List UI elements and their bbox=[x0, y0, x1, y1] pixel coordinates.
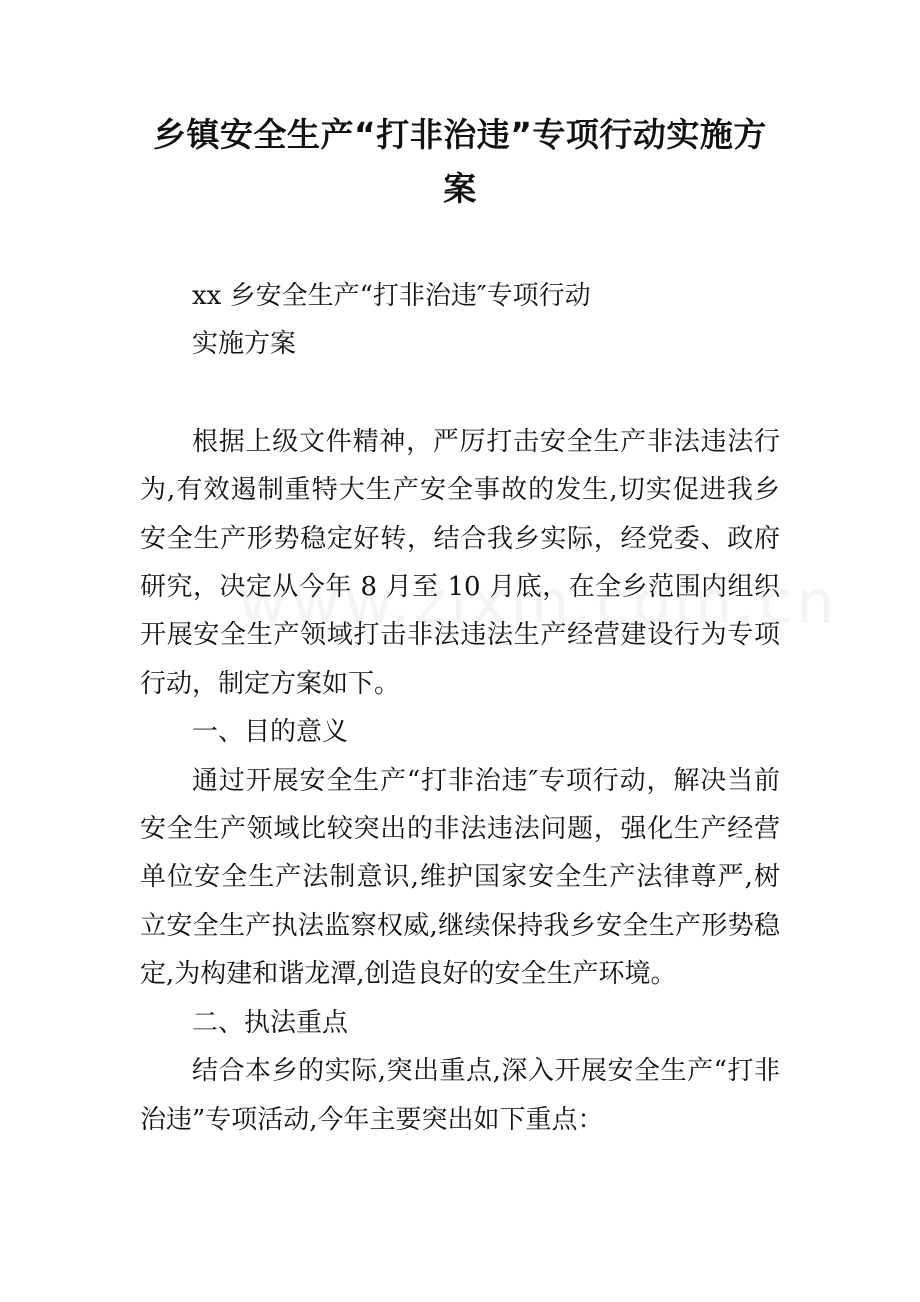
document-title: 乡镇安全生产“打非治违”专项行动实施方案 bbox=[153, 115, 767, 208]
subtitle-line-2: 实施方案 bbox=[192, 329, 297, 360]
intro-paragraph: 根据上级文件精神，严厉打击安全生产非法违法行为,有效遏制重特大生产安全事故的发生,切实促进我乡安全生产形势稳定好转，结合我乡实际，经党委、政府研究，决定从今年 8 月至 10 月底，在全乡范围内组织开展安全生产领域打击非法违法生产经营建设行为专项行动，制定方案如下。 bbox=[140, 426, 780, 699]
spacer bbox=[140, 369, 780, 418]
document-body bbox=[140, 272, 780, 1144]
section-heading-focus: 二、执法重点 bbox=[192, 1007, 349, 1038]
focus-paragraph: 结合本乡的实际,突出重点,深入开展安全生产“打非治违”专项活动,今年主要突出如下重点： bbox=[140, 1056, 780, 1135]
section-heading-purpose: 一、目的意义 bbox=[192, 717, 349, 748]
subtitle-line-1: xx 乡安全生产“打非治违″专项行动 bbox=[192, 281, 591, 311]
purpose-paragraph: 通过开展安全生产“打非治违″专项行动，解决当前安全生产领域比较突出的非法违法问题，强化生产经营单位安全生产法制意识,维护国家安全生产法律尊严,树立安全生产执法监察权威,继续保持我乡安全生产形势稳定,为构建和谐龙潭,创造良好的安全生产环境。 bbox=[140, 765, 780, 990]
